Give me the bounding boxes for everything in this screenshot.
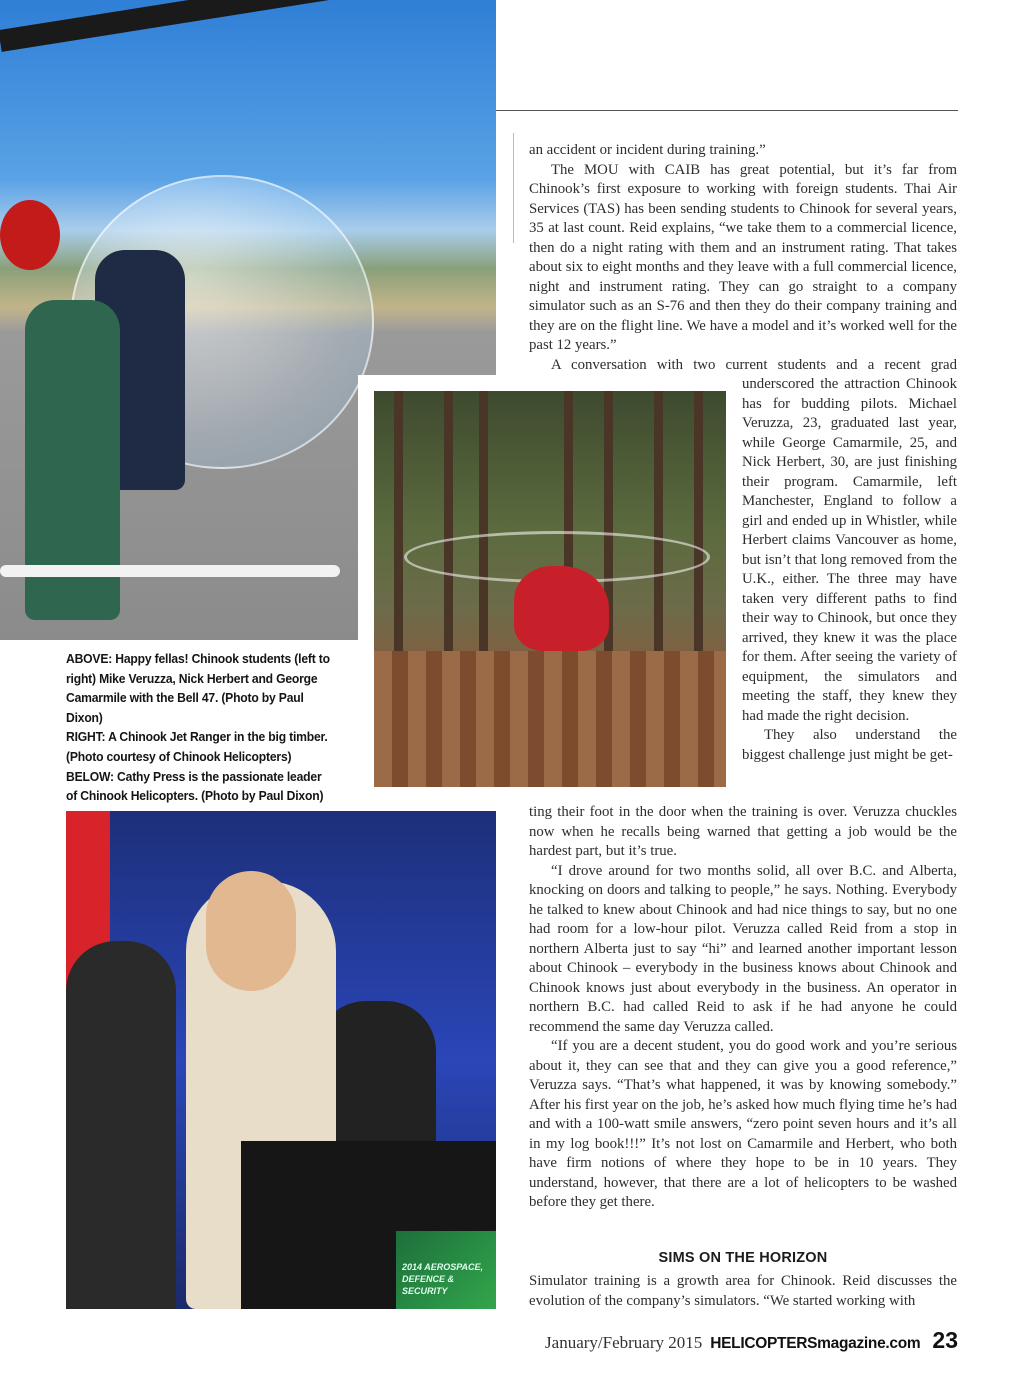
article-segment-2: [742, 375, 957, 765]
helicopter-tank: [0, 200, 60, 270]
paragraph: underscored the attraction Chinook has for budding pilots. Michael Veruzza, 23, graduated last year, while George Camarmile, 25, and Nick Herbert, 30, are just finishing their program. Camarmile, left Manchester, England to follow a girl and ended up in Whistler, while Herbert claims Vancouver as home, but isn’t that long removed from the U.K., either. The three may have taken very different paths to find their way to Chinook, but once they arrived, they knew it was the place for them. After seeing the variety of equipment, the simulators and meeting the staff, they knew they had made the right decision.: [742, 376, 957, 724]
section-subhead: SIMS ON THE HORIZON: [658, 1250, 828, 1266]
article-segment-3: [529, 803, 957, 1213]
caption-above: ABOVE: Happy fellas! Chinook students (left to right) Mike Veruzza, Nick Herbert and George Camarmile with the Bell 47. (Photo by Paul Dixon): [66, 651, 330, 725]
podium-sign: [396, 1231, 496, 1309]
paragraph: ting their foot in the door when the training is over. Veruzza chuckles now when he recalls being warned that getting a job would be the hardest part, but it’s true.: [529, 804, 957, 859]
photo-cathy-press: [66, 811, 496, 1309]
article-segment-1: [529, 141, 957, 375]
caption-below: BELOW: Cathy Press is the passionate leader of Chinook Helicopters. (Photo by Paul Dixon): [66, 768, 324, 804]
jet-ranger-helicopter: [514, 566, 609, 651]
helicopter-skid: [0, 565, 340, 577]
paragraph: A conversation with two current students and a recent grad: [551, 356, 957, 373]
page-footer: [545, 1327, 958, 1354]
article-segment-4: [529, 1272, 957, 1311]
issue-date: January/February 2015: [545, 1333, 703, 1352]
speaker-head: [206, 871, 296, 991]
podium-sign-text: 2014 AEROSPACE, DEFENCE & SECURITY: [402, 1262, 484, 1296]
paragraph: The MOU with CAIB has great potential, but it’s far from Chinook’s first exposure to working with foreign students. Thai Air Services (TAS) has been sending students to Chinook for several years, 35 at last count. Reid explains, “we take them to a commercial licence, then do a night rating with them and an instrument rating. That takes about six to eight months and they leave with a full commercial licence, night and instrument rating. They can go straight to a company simulator such as an S-76 and then they do their company training and they are on the flight line. We have a model and it’s worked well for the past 12 years.”: [529, 161, 957, 353]
paragraph: They also understand the biggest challenge just might be get-: [742, 727, 957, 763]
paragraph: “I drove around for two months solid, all over B.C. and Alberta, knocking on doors and talking to people,” he says. Nothing. Everybody he talked to knew about Chinook and had nice things to say, but no one had room for a low-hour pilot. Veruzza called Reid from a stop in northern Alberta just to say “hi” and learned another important lesson about Chinook – everybody in the business knows about Chinook and Chinook knows just about everybody in the business. An operator in northern B.C. had called Reid to ask if he had anyone he could recommend the same day Veruzza called.: [529, 862, 957, 1035]
photo-jet-ranger-timber: [358, 375, 738, 795]
photo-captions: [66, 649, 335, 806]
caption-right: RIGHT: A Chinook Jet Ranger in the big timber. (Photo courtesy of Chinook Helicopters): [66, 729, 328, 764]
log-pile: [374, 651, 726, 787]
magazine-site: HELICOPTERSmagazine.com: [710, 1335, 921, 1352]
rotor-blade: [0, 0, 496, 52]
man-figure: [66, 941, 176, 1309]
header-rule: [496, 110, 958, 111]
paragraph: “If you are a decent student, you do good work and you’re serious about it, they can see that and they can give you a good reference,” Veruzza says. “That’s what happened, it was by knowing somebody.” After his first year on the job, he’s asked how much flying time he’s had and with a 100-watt smile answers, “zero point seven hours and it’s all in my log book!!!” It’s not lost on Camarmile and Herbert, who both have firm notions of where they hope to be in 10 years. They understand, however, that there are a lot of helicopters to be washed before they get there.: [529, 1038, 957, 1210]
column-rule: [513, 133, 514, 243]
page-number: 23: [932, 1327, 958, 1353]
paragraph: an accident or incident during training.”: [529, 142, 766, 158]
paragraph: Simulator training is a growth area for Chinook. Reid discusses the evolution of the company’s simulators. “We started working with: [529, 1273, 957, 1309]
